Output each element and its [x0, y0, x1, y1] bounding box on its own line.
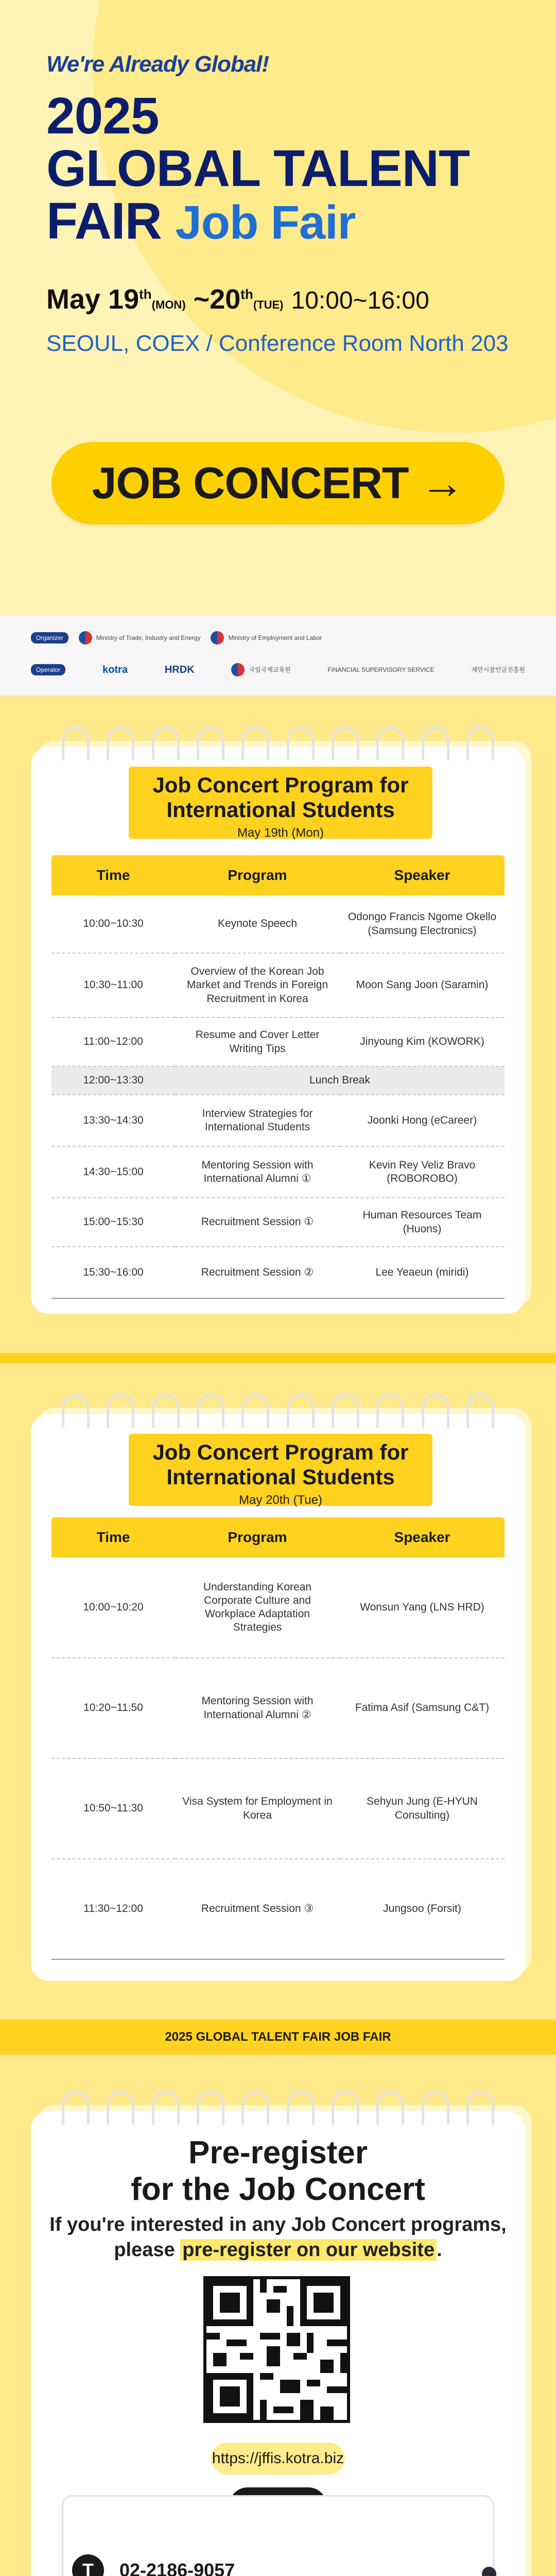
operator-tag: Operator	[31, 664, 65, 675]
table-row	[51, 1095, 505, 1146]
day2-title: Job Concert Program for International Students	[152, 1440, 409, 1489]
ring-icon	[287, 1394, 315, 1428]
header-program: Program	[175, 855, 340, 895]
header-time: Time	[51, 1517, 175, 1557]
footer-band-1	[0, 2020, 556, 2055]
table-row	[51, 895, 505, 953]
venue: SEOUL, COEX / Conference Room North 203	[46, 331, 509, 356]
table-row	[51, 1658, 505, 1758]
ring-icon	[332, 726, 359, 760]
tagline: We're Already Global!	[46, 52, 269, 77]
cell-program: Keynote Speech	[175, 895, 340, 953]
table-row	[51, 1557, 505, 1658]
operator-item	[231, 663, 290, 676]
ring-icon	[241, 1394, 269, 1428]
day1-date: May 19th (Mon)	[237, 825, 324, 840]
cell-time: 10:50~11:30	[51, 1758, 175, 1859]
register-desc-line2	[31, 2238, 525, 2263]
cell-time: 14:30~15:00	[51, 1146, 175, 1198]
operator-name: FINANCIAL SUPERVISORY SERVICE	[327, 666, 435, 673]
cell-program: Resume and Cover Letter Writing Tips	[175, 1018, 340, 1066]
day2-card	[31, 1414, 525, 1981]
title-fair	[46, 192, 525, 250]
cell-time: 11:00~12:00	[51, 1018, 175, 1066]
operator-row	[31, 663, 525, 676]
ring-icon	[466, 1394, 494, 1428]
register-description	[31, 2212, 525, 2263]
ring-icon	[422, 2091, 449, 2125]
ring-icon	[152, 1394, 180, 1428]
day2-date: May 20th (Tue)	[239, 1493, 322, 1507]
ring-icon	[107, 1394, 134, 1428]
cell-program: Overview of the Korean Job Market and Trends in Foreign Recruitment in Korea	[175, 953, 340, 1018]
register-title-line2: for the Job Concert	[131, 2172, 425, 2208]
ring-icon	[62, 2091, 90, 2125]
header-program: Program	[175, 1517, 340, 1557]
table-row	[51, 1018, 505, 1066]
cell-program: Recruitment Session ①	[175, 1198, 340, 1247]
ring-icon	[152, 726, 180, 760]
title-job-fair: Job Fair	[175, 196, 356, 249]
cell-speaker: Sehyun Jung (E-HYUN Consulting)	[340, 1758, 505, 1859]
day2-schedule-table	[51, 1517, 505, 1960]
qr-code[interactable]	[203, 2276, 350, 2423]
korea-emblem-icon	[79, 631, 92, 645]
ring-icon	[466, 2091, 494, 2125]
table-row-lunch	[51, 1066, 505, 1095]
cell-speaker: Fatima Asif (Samsung C&T)	[340, 1658, 505, 1758]
binder-rings	[62, 1394, 494, 1430]
date-tue: (TUE)	[253, 298, 284, 311]
organizer-name: Ministry of Employment and Labor	[228, 634, 322, 641]
register-desc-line1: If you're interested in any Job Concert programs,	[49, 2214, 507, 2235]
date-th1: th	[139, 286, 152, 302]
title-global-talent: GLOBAL TALENT	[46, 140, 470, 197]
register-title-line1: Pre-register	[188, 2135, 368, 2171]
title-fair-word: FAIR	[46, 192, 162, 250]
desc-pre: please	[114, 2239, 181, 2261]
cell-program: Visa System for Employment in Korea	[175, 1758, 340, 1859]
ring-icon	[107, 2091, 134, 2125]
register-title	[31, 2134, 525, 2208]
job-concert-button[interactable]: JOB CONCERT →	[51, 442, 505, 524]
binder-rings	[62, 2091, 494, 2127]
cell-program: Lunch Break	[175, 1066, 505, 1095]
organizer-row	[31, 631, 525, 645]
cell-time: 12:00~13:30	[51, 1066, 175, 1095]
hrdk-logo: HRDK	[164, 664, 195, 675]
ring-icon	[62, 726, 90, 760]
ring-icon	[332, 2091, 359, 2125]
cell-program: Understanding Korean Corporate Culture and Workplace Adaptation Strategies	[175, 1557, 340, 1658]
ring-icon	[152, 2091, 180, 2125]
band-label: 2025 GLOBAL TALENT FAIR JOB FAIR	[165, 2030, 391, 2044]
ring-icon	[422, 1394, 449, 1428]
sponsor-strip	[0, 616, 556, 696]
operator-item	[327, 666, 434, 673]
ring-icon	[241, 2091, 269, 2125]
header-speaker: Speaker	[340, 1517, 505, 1557]
operator-item	[472, 666, 525, 673]
korea-emblem-icon	[231, 663, 245, 676]
cell-speaker: Odongo Francis Ngome Okello (Samsung Electronics)	[340, 895, 505, 953]
ring-icon	[376, 1394, 404, 1428]
contact-phone[interactable]: 02-2186-9057	[119, 2560, 235, 2576]
cell-time: 10:00~10:30	[51, 895, 175, 953]
korea-emblem-icon	[211, 631, 224, 645]
cell-program: Recruitment Session ②	[175, 1247, 340, 1298]
header-speaker: Speaker	[340, 855, 505, 895]
cell-speaker: Jinyoung Kim (KOWORK)	[340, 1018, 505, 1066]
ring-icon	[287, 2091, 315, 2125]
day1-title: Job Concert Program for International Students	[152, 773, 409, 822]
cell-speaker: Kevin Rey Veliz Bravo (ROBOROBO)	[340, 1146, 505, 1198]
cell-time: 10:00~10:20	[51, 1557, 175, 1658]
ring-icon	[376, 2091, 404, 2125]
day1-header	[129, 767, 432, 839]
organizer-name: Ministry of Trade, Industry and Energy	[96, 634, 201, 641]
cell-time: 13:30~14:30	[51, 1095, 175, 1146]
title-year: 2025	[46, 87, 159, 145]
ring-icon	[107, 726, 134, 760]
table-row	[51, 1146, 505, 1198]
date-to: ~20	[193, 284, 241, 315]
date-may: May 19	[46, 284, 140, 315]
cell-speaker: Joonki Hong (eCareer)	[340, 1095, 505, 1146]
day2-header	[129, 1434, 432, 1506]
contact-phone-row	[72, 2554, 235, 2576]
cell-time: 10:30~11:00	[51, 953, 175, 1018]
kotra-logo: kotra	[102, 664, 128, 675]
cell-time: 15:30~16:00	[51, 1247, 175, 1298]
binder-rings	[62, 726, 494, 762]
cell-speaker: Jungsoo (Forsit)	[340, 1859, 505, 1959]
table-row	[51, 1859, 505, 1959]
date-time: 10:00~16:00	[291, 287, 429, 314]
organizer-tag: Organizer	[31, 632, 68, 643]
event-date	[46, 283, 525, 315]
ring-icon	[376, 726, 404, 760]
ring-icon	[422, 726, 449, 760]
phone-icon: T	[72, 2554, 104, 2576]
header-time: Time	[51, 855, 175, 895]
day1-card	[31, 747, 525, 1314]
operator-name: 국립국제교육원	[249, 666, 291, 673]
operator-name: 재만시참인글진흥원	[471, 666, 525, 673]
desc-post: .	[437, 2239, 442, 2261]
hero-section	[0, 0, 556, 616]
ring-icon	[197, 726, 224, 760]
table-row	[51, 1247, 505, 1298]
table-row	[51, 1758, 505, 1859]
table-row	[51, 953, 505, 1018]
ring-icon	[197, 1394, 224, 1428]
ring-icon	[466, 726, 494, 760]
hero-content	[46, 52, 525, 357]
table-header-row	[51, 855, 505, 895]
date-th2: th	[240, 286, 253, 302]
divider-band	[0, 1353, 556, 1363]
cell-program: Recruitment Session ③	[175, 1859, 340, 1959]
cell-time: 11:30~12:00	[51, 1859, 175, 1959]
ring-icon	[197, 2091, 224, 2125]
table-row	[51, 1198, 505, 1247]
cell-program: Mentoring Session with International Alumni ①	[175, 1146, 340, 1198]
cell-program: Mentoring Session with International Alumni ②	[175, 1658, 340, 1758]
cell-speaker: Human Resources Team (Huons)	[340, 1198, 505, 1247]
register-url[interactable]: https://jffis.kotra.biz	[211, 2443, 345, 2475]
ring-icon	[62, 1394, 90, 1428]
register-card	[31, 2111, 525, 2576]
cell-time: 10:20~11:50	[51, 1658, 175, 1758]
table-header-row	[51, 1517, 505, 1557]
cell-time: 15:00~15:30	[51, 1198, 175, 1247]
desc-highlight: pre-register on our website	[180, 2239, 437, 2261]
ring-icon	[287, 726, 315, 760]
cell-speaker: Lee Yeaeun (miridi)	[340, 1247, 505, 1298]
qr-code-icon	[206, 2279, 347, 2420]
cell-program: Interview Strategies for International Students	[175, 1095, 340, 1146]
cell-speaker: Moon Sang Joon (Saramin)	[340, 953, 505, 1018]
cell-speaker: Wonsun Yang (LNS HRD)	[340, 1557, 505, 1658]
ring-icon	[241, 726, 269, 760]
ring-icon	[332, 1394, 359, 1428]
person-illustration-icon	[468, 2565, 510, 2576]
day1-schedule-table	[51, 855, 505, 1299]
date-mon: (MON)	[151, 298, 186, 311]
organizer-item	[211, 631, 322, 645]
organizer-item	[79, 631, 201, 645]
